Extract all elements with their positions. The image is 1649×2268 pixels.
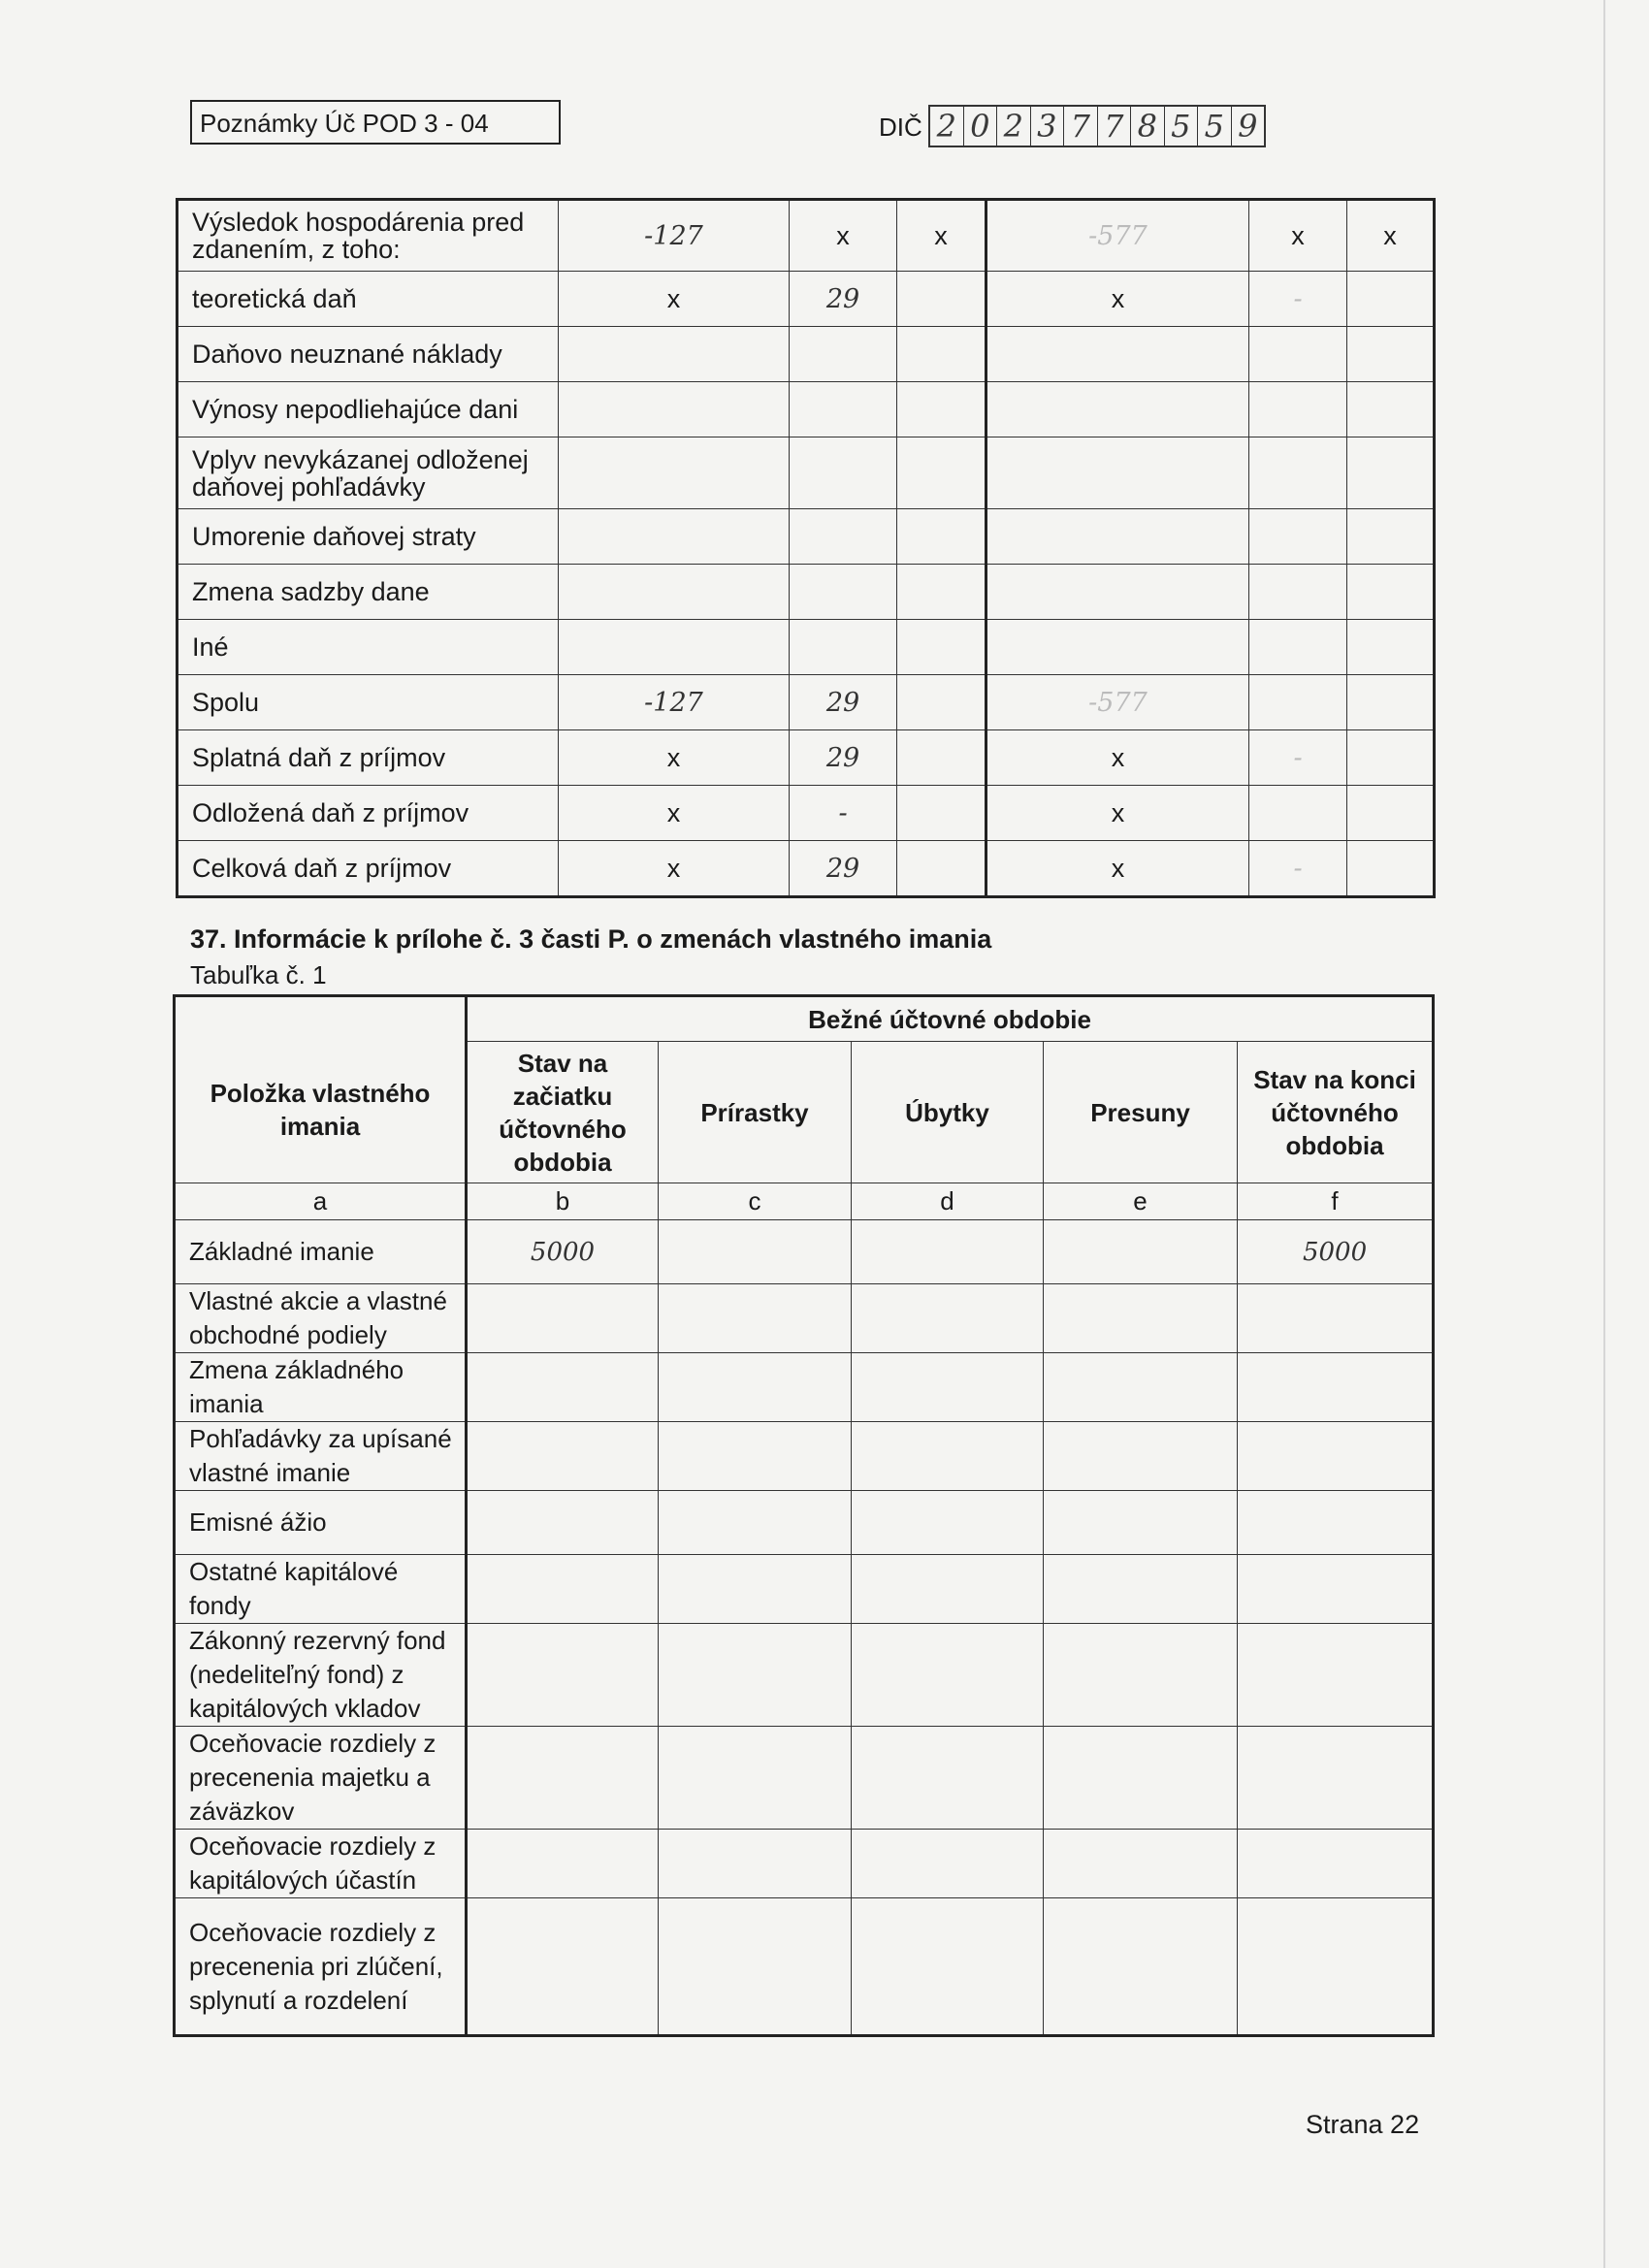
equity-value-cell <box>1238 1727 1434 1830</box>
equity-row-label: Základné imanie <box>175 1220 467 1284</box>
period-header: Bežné účtovné obdobie <box>467 996 1434 1042</box>
tax-value-cell <box>1249 565 1347 620</box>
tax-value-cell <box>1249 327 1347 382</box>
equity-value-cell <box>467 1284 659 1353</box>
tax-row-label: Zmena sadzby dane <box>178 565 559 620</box>
tax-row-label: Daňovo neuznané náklady <box>178 327 559 382</box>
tax-value-cell: x <box>790 200 897 272</box>
tax-value-cell <box>1347 509 1435 565</box>
dic-boxes <box>928 105 1266 147</box>
tax-table-row <box>178 272 1435 327</box>
equity-row-label: Emisné ážio <box>175 1491 467 1555</box>
tax-value-cell <box>1249 786 1347 841</box>
tax-value-cell <box>1347 786 1435 841</box>
equity-value-cell <box>1044 1220 1238 1284</box>
tax-value-cell <box>790 327 897 382</box>
tax-row-label: Výsledok hospodárenia pred zdanením, z toho: <box>178 200 559 272</box>
tax-value-cell: - <box>790 786 897 841</box>
column-letter: e <box>1044 1183 1238 1220</box>
tax-table-row <box>178 675 1435 730</box>
col-additions-header: Prírastky <box>659 1042 852 1183</box>
dic-digit: 0 <box>964 107 998 146</box>
tax-value-cell: x <box>559 730 790 786</box>
equity-value-cell <box>467 1624 659 1727</box>
tax-row-label: Umorenie daňovej straty <box>178 509 559 565</box>
page-number: Strana 22 <box>1306 2110 1420 2139</box>
equity-row-label: Pohľadávky za upísané vlastné imanie <box>175 1422 467 1491</box>
dic-digit: 8 <box>1131 107 1165 146</box>
tax-table-row <box>178 786 1435 841</box>
dic-digit: 7 <box>1098 107 1132 146</box>
tax-value-cell <box>559 327 790 382</box>
tax-value-cell <box>1347 382 1435 437</box>
equity-value-cell <box>659 1898 852 2036</box>
tax-table-row <box>178 327 1435 382</box>
equity-table-row <box>175 1353 1434 1422</box>
tax-table-row <box>178 509 1435 565</box>
equity-value-cell <box>659 1284 852 1353</box>
tax-value-cell <box>790 620 897 675</box>
equity-value-cell <box>1044 1491 1238 1555</box>
tax-value-cell: x <box>559 272 790 327</box>
equity-value-cell <box>1238 1353 1434 1422</box>
tax-value-cell <box>897 620 986 675</box>
tax-value-cell <box>559 437 790 509</box>
tax-row-label: teoretická daň <box>178 272 559 327</box>
tax-table-row <box>178 565 1435 620</box>
tax-value-cell: 29 <box>790 841 897 897</box>
equity-value-cell <box>1044 1422 1238 1491</box>
equity-value-cell <box>1044 1830 1238 1898</box>
equity-row-label: Zákonný rezervný fond (nedeliteľný fond) z kapitálových vkladov <box>175 1624 467 1727</box>
equity-value-cell <box>467 1353 659 1422</box>
equity-value-cell <box>1044 1284 1238 1353</box>
equity-value-cell <box>659 1220 852 1284</box>
equity-row-label: Zmena základného imania <box>175 1353 467 1422</box>
tax-value-cell <box>897 786 986 841</box>
tax-value-cell <box>986 382 1249 437</box>
tax-value-cell <box>986 620 1249 675</box>
tax-value-cell <box>897 509 986 565</box>
column-letter: b <box>467 1183 659 1220</box>
tax-value-cell: x <box>986 786 1249 841</box>
tax-row-label: Iné <box>178 620 559 675</box>
tax-value-cell <box>897 272 986 327</box>
equity-row-label: Oceňovacie rozdiely z precenenia majetku a záväzkov <box>175 1727 467 1830</box>
equity-value-cell <box>659 1491 852 1555</box>
tax-value-cell <box>897 675 986 730</box>
tax-value-cell: x <box>897 200 986 272</box>
equity-value-cell <box>467 1491 659 1555</box>
dic-digit: 7 <box>1064 107 1098 146</box>
tax-value-cell <box>986 565 1249 620</box>
equity-table-row <box>175 1491 1434 1555</box>
tax-table-row <box>178 620 1435 675</box>
tax-table-row <box>178 437 1435 509</box>
equity-value-cell <box>1238 1898 1434 2036</box>
tax-value-cell <box>1347 437 1435 509</box>
dic-digit: 2 <box>930 107 964 146</box>
dic-digit: 5 <box>1198 107 1232 146</box>
tax-table-row <box>178 382 1435 437</box>
equity-value-cell <box>852 1624 1044 1727</box>
tax-value-cell: 29 <box>790 675 897 730</box>
tax-value-cell <box>1347 730 1435 786</box>
tax-row-label: Vplyv nevykázanej odloženej daňovej pohľadávky <box>178 437 559 509</box>
tax-value-cell: -577 <box>986 200 1249 272</box>
equity-value-cell: 5000 <box>467 1220 659 1284</box>
equity-value-cell <box>467 1830 659 1898</box>
tax-value-cell <box>1347 565 1435 620</box>
dic-digit: 5 <box>1165 107 1199 146</box>
equity-value-cell <box>659 1555 852 1624</box>
tax-value-cell <box>986 437 1249 509</box>
tax-value-cell <box>1347 675 1435 730</box>
equity-value-cell <box>467 1727 659 1830</box>
tax-value-cell <box>897 327 986 382</box>
equity-value-cell <box>852 1353 1044 1422</box>
equity-value-cell <box>1044 1624 1238 1727</box>
tax-value-cell: 29 <box>790 730 897 786</box>
equity-value-cell <box>852 1898 1044 2036</box>
equity-table-row <box>175 1220 1434 1284</box>
equity-value-cell <box>852 1491 1044 1555</box>
dic-digit: 9 <box>1238 108 1258 145</box>
equity-value-cell <box>1238 1624 1434 1727</box>
column-letter: c <box>659 1183 852 1220</box>
equity-value-cell <box>1044 1353 1238 1422</box>
column-letter: d <box>852 1183 1044 1220</box>
tax-value-cell <box>559 620 790 675</box>
equity-value-cell <box>1238 1555 1434 1624</box>
tax-value-cell: x <box>986 841 1249 897</box>
tax-row-label: Celková daň z príjmov <box>178 841 559 897</box>
equity-value-cell <box>852 1220 1044 1284</box>
tax-table-row <box>178 841 1435 897</box>
equity-row-label: Oceňovacie rozdiely z precenenia pri zlúčení, splynutí a rozdelení <box>175 1898 467 2036</box>
equity-table-row <box>175 1830 1434 1898</box>
equity-value-cell <box>852 1555 1044 1624</box>
tax-value-cell <box>1249 675 1347 730</box>
col-end-header: Stav na konci účtovného obdobia <box>1238 1042 1434 1183</box>
tax-value-cell <box>897 730 986 786</box>
tax-value-cell <box>790 382 897 437</box>
col-decreases-header: Úbytky <box>852 1042 1044 1183</box>
tax-value-cell <box>559 382 790 437</box>
tax-value-cell <box>1347 272 1435 327</box>
tax-value-cell <box>790 437 897 509</box>
tax-value-cell: -127 <box>559 200 790 272</box>
tax-value-cell: -127 <box>559 675 790 730</box>
tax-value-cell <box>986 327 1249 382</box>
col-transfers-header: Presuny <box>1044 1042 1238 1183</box>
tax-value-cell: - <box>1249 730 1347 786</box>
section-37-subtitle: Tabuľka č. 1 <box>190 960 327 989</box>
equity-row-label: Ostatné kapitálové fondy <box>175 1555 467 1624</box>
equity-value-cell: 5000 <box>1238 1220 1434 1284</box>
tax-value-cell <box>1249 437 1347 509</box>
equity-value-cell <box>1044 1555 1238 1624</box>
equity-value-cell <box>852 1830 1044 1898</box>
tax-value-cell: x <box>559 786 790 841</box>
tax-value-cell: - <box>1249 272 1347 327</box>
equity-row-label: Vlastné akcie a vlastné obchodné podiely <box>175 1284 467 1353</box>
section-37-title: 37. Informácie k prílohe č. 3 časti P. o zmenách vlastného imania <box>190 924 992 954</box>
tax-value-cell <box>1347 327 1435 382</box>
equity-value-cell <box>852 1284 1044 1353</box>
column-letter: f <box>1238 1183 1434 1220</box>
tax-value-cell: - <box>1249 841 1347 897</box>
equity-row-label: Oceňovacie rozdiely z kapitálových účastín <box>175 1830 467 1898</box>
tax-row-label: Splatná daň z príjmov <box>178 730 559 786</box>
tax-table-row <box>178 200 1435 272</box>
equity-value-cell <box>659 1830 852 1898</box>
equity-table-row <box>175 1727 1434 1830</box>
tax-value-cell: x <box>986 730 1249 786</box>
equity-value-cell <box>659 1624 852 1727</box>
equity-table-row <box>175 1624 1434 1727</box>
tax-row-label: Spolu <box>178 675 559 730</box>
equity-changes-table <box>173 994 1435 2037</box>
tax-value-cell <box>1249 509 1347 565</box>
equity-value-cell <box>1238 1491 1434 1555</box>
column-letters-row <box>175 1183 1434 1220</box>
equity-value-cell <box>1238 1830 1434 1898</box>
tax-value-cell <box>1249 382 1347 437</box>
item-header: Položka vlastného imania <box>210 1078 431 1141</box>
equity-value-cell <box>659 1353 852 1422</box>
tax-value-cell <box>897 437 986 509</box>
tax-value-cell: x <box>559 841 790 897</box>
equity-value-cell <box>1044 1898 1238 2036</box>
equity-table-row <box>175 1284 1434 1353</box>
column-letter: a <box>175 1183 467 1220</box>
equity-value-cell <box>467 1422 659 1491</box>
page-edge <box>1603 0 1605 2268</box>
tax-value-cell <box>897 382 986 437</box>
tax-value-cell <box>897 841 986 897</box>
equity-value-cell <box>467 1555 659 1624</box>
dic-label: DIČ <box>879 113 922 142</box>
tax-value-cell <box>1347 620 1435 675</box>
tax-reconciliation-table <box>176 198 1436 898</box>
equity-value-cell <box>852 1422 1044 1491</box>
tax-value-cell: x <box>1347 200 1435 272</box>
tax-value-cell <box>559 509 790 565</box>
tax-table-row <box>178 730 1435 786</box>
equity-table-row <box>175 1555 1434 1624</box>
tax-value-cell <box>790 509 897 565</box>
dic-digit: 3 <box>1031 107 1065 146</box>
equity-value-cell <box>1044 1727 1238 1830</box>
tax-value-cell: x <box>1249 200 1347 272</box>
col-start-header: Stav na začiatku účtovného obdobia <box>467 1042 659 1183</box>
tax-value-cell: x <box>986 272 1249 327</box>
dic-digit: 2 <box>997 107 1031 146</box>
tax-row-label: Výnosy nepodliehajúce dani <box>178 382 559 437</box>
notes-label: Poznámky Úč POD 3 - 04 <box>200 109 489 138</box>
tax-value-cell <box>1347 841 1435 897</box>
equity-table-row <box>175 1422 1434 1491</box>
tax-value-cell: 29 <box>790 272 897 327</box>
item-header-cell <box>175 996 467 1183</box>
tax-value-cell <box>790 565 897 620</box>
equity-table-row <box>175 1898 1434 2036</box>
tax-row-label: Odložená daň z príjmov <box>178 786 559 841</box>
tax-value-cell <box>897 565 986 620</box>
equity-value-cell <box>659 1422 852 1491</box>
equity-value-cell <box>1238 1422 1434 1491</box>
tax-value-cell: -577 <box>986 675 1249 730</box>
equity-value-cell <box>467 1898 659 2036</box>
tax-value-cell <box>1249 620 1347 675</box>
tax-value-cell <box>559 565 790 620</box>
equity-value-cell <box>659 1727 852 1830</box>
tax-value-cell <box>986 509 1249 565</box>
equity-value-cell <box>1238 1284 1434 1353</box>
equity-value-cell <box>852 1727 1044 1830</box>
notes-label-box <box>190 100 561 145</box>
